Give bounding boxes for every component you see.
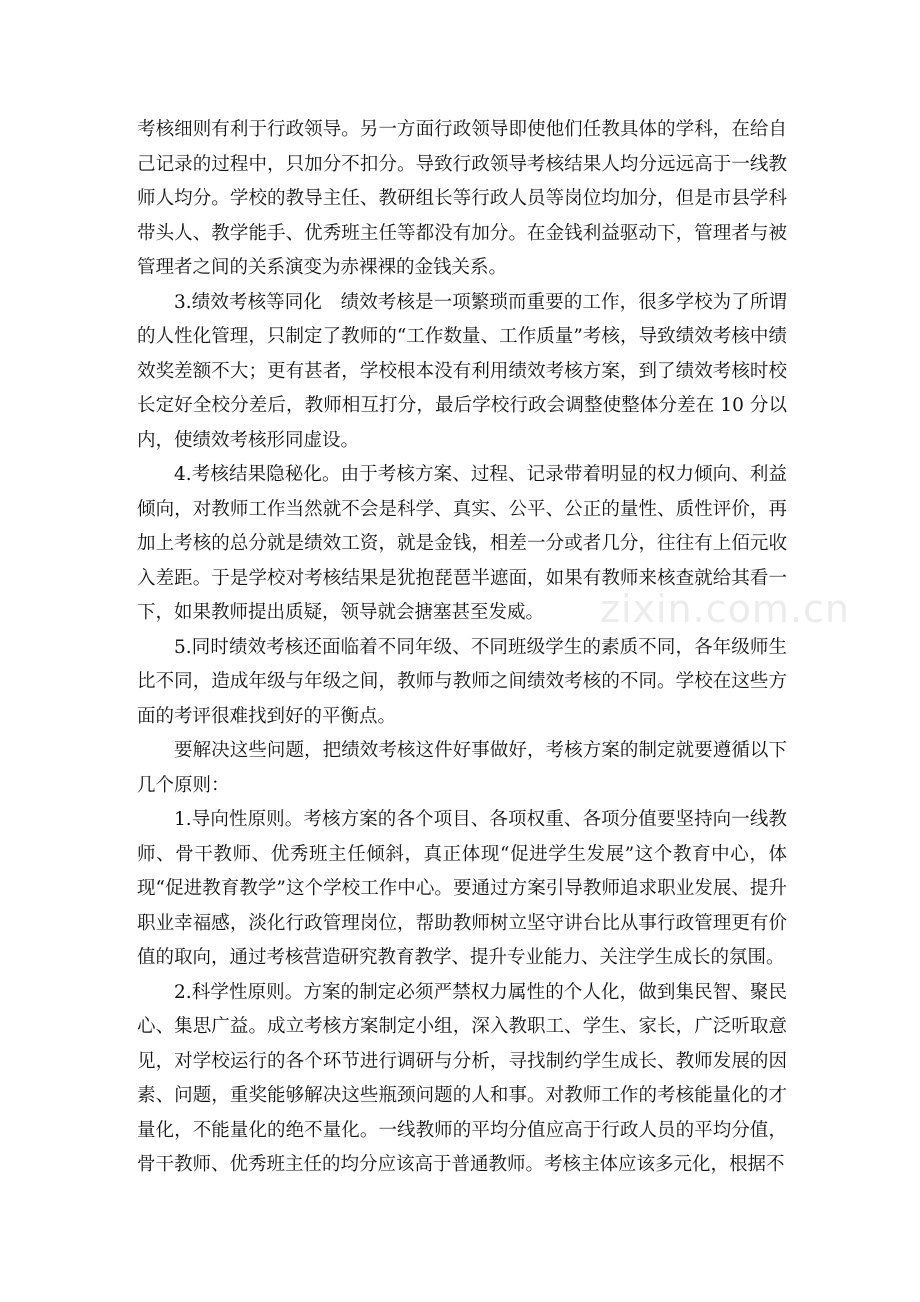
paragraph-principle-1: 1.导向性原则。考核方案的各个项目、各项权重、各项分值要坚持向一线教师、骨干教师、优秀班主任倾斜，真正体现“促进学生发展”这个教育中心，体现“促进教育教学”这个学校工作中心。要通过方案引导教师追求职业发展、提升职业幸福感，淡化行政管理岗位，帮助教师树立坚守讲台比从事行政管理更有价值的取向，通过考核营造研究教育教学、提升专业能力、关注学生成长的氛围。 — [137, 809, 787, 968]
paragraph-item-5: 5.同时绩效考核还面临着不同年级、不同班级学生的素质不同，各年级师生比不同，造成年级与年级之间，教师与教师之间绩效考核的不同。学校在这些方面的考评很难找到好的平衡点。 — [137, 636, 787, 727]
paragraph-item-4: 4.考核结果隐秘化。由于考核方案、过程、记录带着明显的权力倾向、利益倾向，对教师工作当然就不会是科学、真实、公平、公正的量性、质性评价，再加上考核的总分就是绩效工资，就是金钱，相差一分或者几分，往往有上佰元收入差距。于是学校对考核结果是犹抱琵琶半遮面，如果有教师来核查就给其看一下，如果教师提出质疑，领导就会搪塞甚至发威。 — [137, 464, 787, 623]
paragraph-continuation: 考核细则有利于行政领导。另一方面行政领导即使他们任教具体的学科，在给自己记录的过程中，只加分不扣分。导致行政领导考核结果人均分远远高于一线教师人均分。学校的教导主任、教研组长等行政人员等岗位均加分，但是市县学科带头人、教学能手、优秀班主任等都没有加分。在金钱利益驱动下，管理者与被管理者之间的关系演变为赤裸裸的金钱关系。 — [137, 119, 787, 278]
paragraph-principles-intro: 要解决这些问题，把绩效考核这件好事做好，考核方案的制定就要遵循以下几个原则： — [137, 740, 787, 796]
document-body — [137, 113, 787, 1183]
paragraph-principle-2: 2.科学性原则。方案的制定必须严禁权力属性的个人化，做到集民智、聚民心、集思广益。成立考核方案制定小组，深入教职工、学生、家长，广泛听取意见，对学校运行的各个环节进行调研与分析，寻找制约学生成长、教师发展的因素、问题，重奖能够解决这些瓶颈问题的人和事。对教师工作的考核能量化的才量化，不能量化的绝不量化。一线教师的平均分值应高于行政人员的平均分值，骨干教师、优秀班主任的均分应该高于普通教师。考核主体应该多元化，根据不 — [137, 981, 787, 1175]
paragraph-item-3: 3.绩效考核等同化 绩效考核是一项繁琐而重要的工作，很多学校为了所谓的人性化管理，只制定了教师的“工作数量、工作质量”考核，导致绩效考核中绩效奖差额不大；更有甚者，学校根本没有利用绩效考核方案，到了绩效考核时校长定好全校分差后，教师相互打分，最后学校行政会调整使整体分差在 10 分以内，使绩效考核形同虚设。 — [137, 291, 787, 451]
watermark-text: zixin.com.cn — [600, 587, 850, 631]
